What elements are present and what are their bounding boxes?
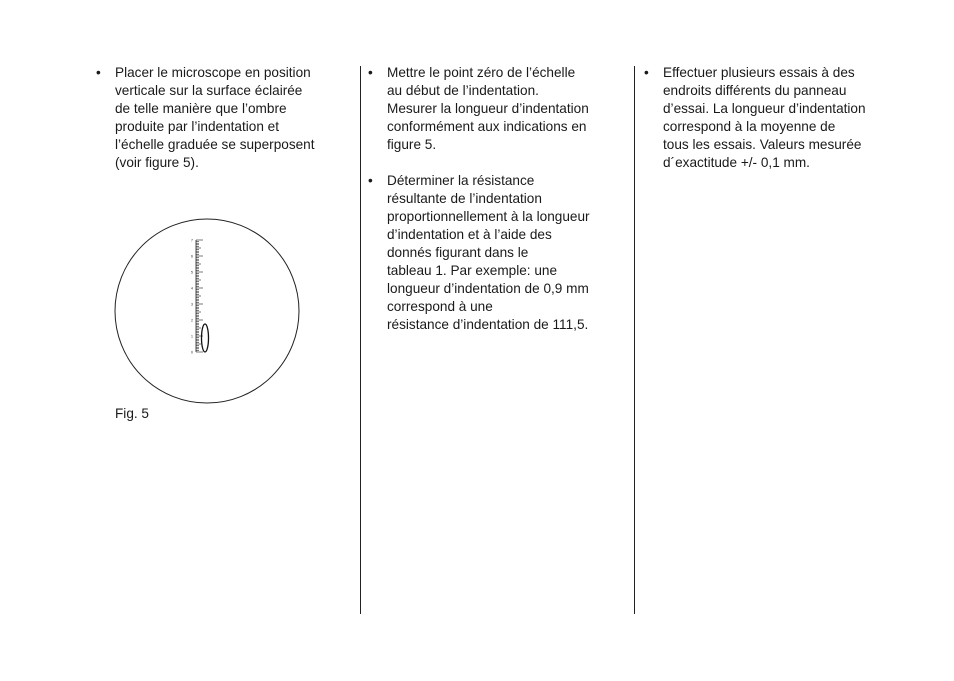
list-item: [368, 64, 626, 154]
list-item-text: Effectuer plusieurs essais à des endroits différents du panneau d’essai. La longueur d’indentation correspond à la moyenne de tous les essais. Valeurs mesurée d´exactitude +/- 0,1 mm.: [663, 65, 866, 170]
bullet-glyph: •: [368, 65, 373, 80]
list-item-text: Placer le microscope en position verticale sur la surface éclairée de telle manière que l’ombre produite par l’indentation et l’échelle graduée se superposent (voir figure 5).: [115, 65, 315, 170]
bullet-glyph: •: [368, 173, 373, 188]
column-divider: [634, 66, 635, 614]
microscope-view-figure: [114, 218, 300, 404]
column-divider: [360, 66, 361, 614]
list-item-text: Déterminer la résistance résultante de l’indentation proportionnellement à la longueur d’indentation et à l’aide des donnés figurant dans le tableau 1. Par exemple: une longueur d’indentation de 0,9 mm correspond à une résistance d’indentation de 111,5.: [387, 173, 590, 332]
column-1: [96, 64, 346, 190]
column-3: [644, 64, 904, 190]
bullet-glyph: •: [644, 65, 649, 80]
scale-tick-label: 6: [191, 254, 193, 259]
list-item: [368, 172, 626, 334]
scale-tick-label: 7: [191, 238, 193, 243]
list-item: [644, 64, 904, 172]
column-2: [368, 64, 626, 352]
scale-tick-label: 0: [191, 350, 193, 355]
bullet-glyph: •: [96, 65, 101, 80]
list-item: [96, 64, 346, 172]
indentation-shadow: [202, 324, 209, 352]
scale-tick-labels: [191, 239, 193, 355]
scale-tick-label: 5: [191, 270, 193, 275]
scale-tick-label: 2: [191, 318, 193, 323]
eyepiece-circle: [115, 219, 299, 403]
scale-tick-label: 1: [191, 334, 193, 339]
scale-tick-label: 3: [191, 302, 193, 307]
list-item-text: Mettre le point zéro de l’échelle au début de l’indentation. Mesurer la longueur d’indentation conformément aux indications en figure 5.: [387, 65, 589, 152]
figure-caption: Fig. 5: [115, 406, 149, 421]
scale-tick-label: 4: [191, 286, 193, 291]
